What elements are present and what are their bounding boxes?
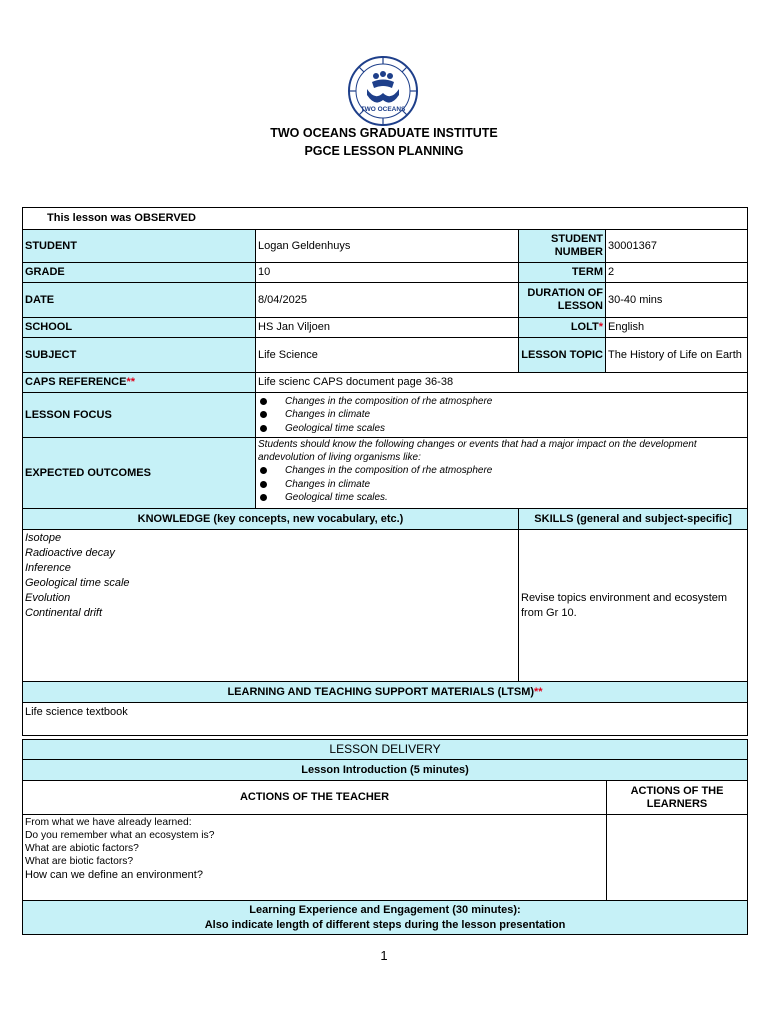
lesson-focus-label: LESSON FOCUS: [23, 393, 256, 438]
caps-reference-value: Life scienc CAPS document page 36-38: [256, 373, 748, 393]
subject-value: Life Science: [256, 338, 519, 373]
lesson-topic-label: LESSON TOPIC: [519, 338, 606, 373]
subject-label: SUBJECT: [23, 338, 256, 373]
school-value: HS Jan Viljoen: [256, 318, 519, 338]
outcomes-intro: Students should know the following changes or events that had a major impact on the development andevolution of living organisms like:: [258, 439, 697, 463]
institute-logo: [347, 55, 419, 127]
focus-item: Changes in the composition of rhe atmosphere: [258, 395, 745, 409]
focus-item: Changes in climate: [258, 408, 745, 422]
required-mark: **: [126, 376, 136, 388]
grade-value: 10: [256, 263, 519, 283]
required-mark: *: [598, 321, 603, 333]
outcome-item: Changes in the composition of rhe atmosphere: [258, 464, 745, 478]
date-label: DATE: [23, 283, 256, 318]
student-number-value: 30001367: [606, 230, 748, 263]
grade-label: GRADE: [23, 263, 256, 283]
teacher-line: From what we have already learned:: [25, 817, 192, 828]
knowledge-item: Inference: [25, 562, 71, 574]
term-value: 2: [606, 263, 748, 283]
knowledge-item: Radioactive decay: [25, 547, 115, 559]
student-value: Logan Geldenhuys: [256, 230, 519, 263]
lesson-topic-value: The History of Life on Earth: [606, 338, 748, 373]
knowledge-item: Evolution: [25, 592, 71, 604]
date-value: 8/04/2025: [256, 283, 519, 318]
school-label: SCHOOL: [23, 318, 256, 338]
teacher-line: What are biotic factors?: [25, 856, 134, 867]
caps-reference-label: CAPS REFERENCE**: [23, 373, 256, 393]
lesson-delivery-table: [22, 739, 748, 935]
outcome-item: Changes in climate: [258, 478, 745, 492]
lesson-delivery-header: LESSON DELIVERY: [23, 740, 748, 760]
knowledge-list: [23, 530, 519, 682]
term-label: TERM: [519, 263, 606, 283]
teacher-line: Do you remember what an ecosystem is?: [25, 830, 215, 841]
knowledge-item: Isotope: [25, 532, 62, 544]
knowledge-item: Continental drift: [25, 607, 103, 619]
lolt-value: English: [606, 318, 748, 338]
knowledge-header: KNOWLEDGE (key concepts, new vocabulary, etc.): [23, 509, 519, 530]
student-number-label: STUDENT NUMBER: [519, 230, 606, 263]
teacher-actions-header: ACTIONS OF THE TEACHER: [23, 781, 607, 815]
document-subtitle: PGCE LESSON PLANNING: [304, 144, 464, 158]
lesson-intro-header: Lesson Introduction (5 minutes): [23, 760, 748, 781]
teacher-line: How can we define an environment?: [25, 869, 203, 881]
engagement-header: Learning Experience and Engagement (30 minutes): Also indicate length of different steps during the lesson presentation: [23, 901, 748, 935]
skills-header: SKILLS (general and subject-specific]: [519, 509, 748, 530]
observed-note: This lesson was OBSERVED: [23, 208, 748, 230]
institute-title: TWO OCEANS GRADUATE INSTITUTE: [270, 126, 498, 140]
teacher-actions: [23, 815, 607, 901]
required-mark: **: [534, 685, 543, 698]
focus-item: Geological time scales: [258, 422, 745, 436]
lolt-label: LOLT*: [519, 318, 606, 338]
ltsm-value: Life science textbook: [23, 703, 748, 736]
learner-actions: [607, 815, 748, 901]
skills-value: Revise topics environment and ecosystem from Gr 10.: [519, 530, 748, 682]
expected-outcomes-label: EXPECTED OUTCOMES: [23, 438, 256, 509]
duration-label: DURATION OF LESSON: [519, 283, 606, 318]
lesson-focus-value: [256, 393, 748, 438]
teacher-line: What are abiotic factors?: [25, 843, 139, 854]
expected-outcomes-value: [256, 438, 748, 509]
page-number: 1: [380, 948, 388, 963]
learner-actions-header: ACTIONS OF THE LEARNERS: [607, 781, 748, 815]
lesson-plan-form: [22, 207, 748, 736]
ltsm-header: LEARNING AND TEACHING SUPPORT MATERIALS (LTSM)**: [23, 682, 748, 703]
student-label: STUDENT: [23, 230, 256, 263]
duration-value: 30-40 mins: [606, 283, 748, 318]
knowledge-item: Geological time scale: [25, 577, 130, 589]
svg-text:TWO OCEANS: TWO OCEANS: [360, 106, 406, 113]
outcome-item: Geological time scales.: [258, 491, 745, 505]
